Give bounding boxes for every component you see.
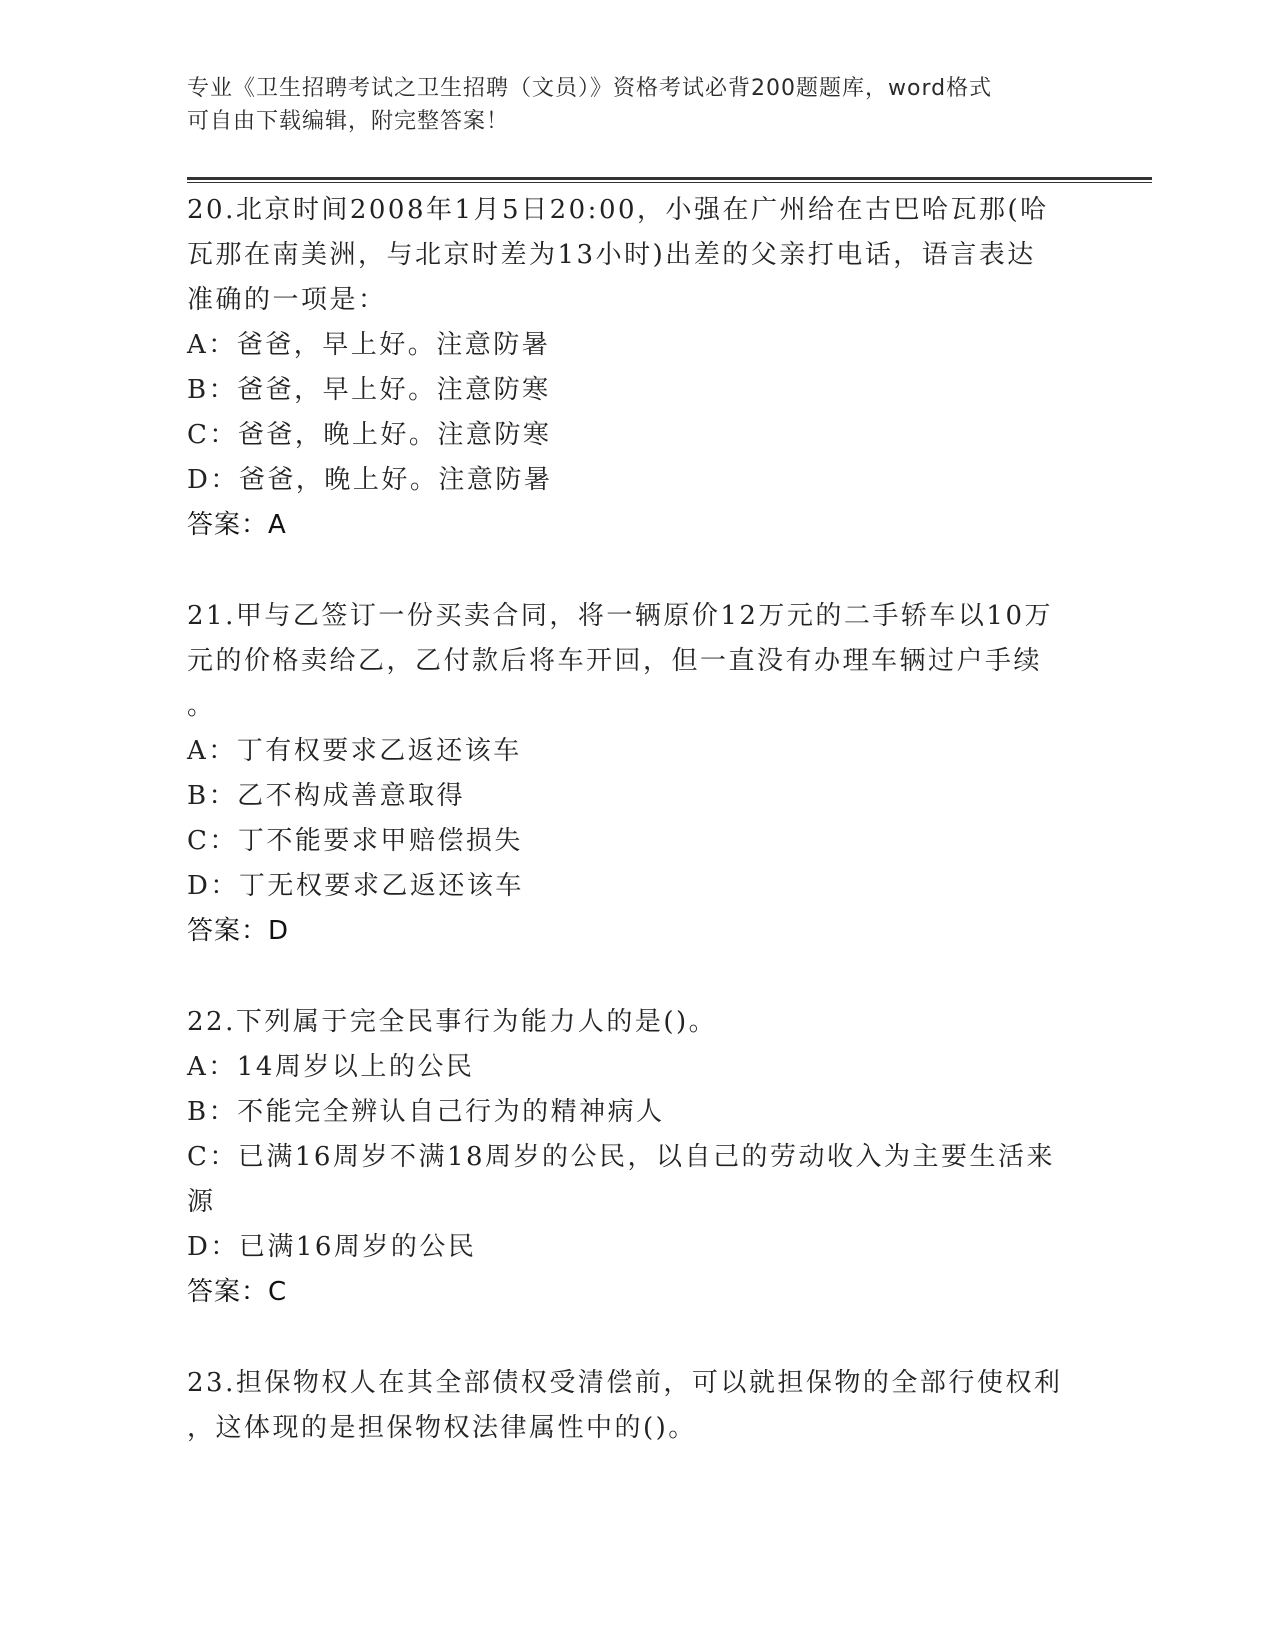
option-d: D：丁无权要求乙返还该车 xyxy=(187,871,524,901)
option-c-continued: 源 xyxy=(187,1187,216,1217)
question-text-line: 20.北京时间2008年1月5日20:00，小强在广州给在古巴哈瓦那(哈 xyxy=(187,195,1049,225)
question-22 xyxy=(187,1000,1087,1315)
question-21 xyxy=(187,594,1087,954)
header-line-1: 专业《卫生招聘考试之卫生招聘（文员）》资格考试必背200题题库，word格式 xyxy=(187,76,993,101)
question-20 xyxy=(187,188,1087,548)
question-text-line: 22.下列属于完全民事行为能力人的是()。 xyxy=(187,1007,718,1037)
question-text-line: 。 xyxy=(187,691,216,721)
option-a: A：14周岁以上的公民 xyxy=(187,1052,475,1082)
answer-line: 答案：D xyxy=(187,916,290,946)
option-c: C：丁不能要求甲赔偿损失 xyxy=(187,826,523,856)
option-b: B：乙不构成善意取得 xyxy=(187,781,466,811)
option-d: D：已满16周岁的公民 xyxy=(187,1232,477,1262)
question-23 xyxy=(187,1361,1087,1451)
question-list xyxy=(187,188,1087,1497)
answer-line: 答案：A xyxy=(187,510,287,540)
question-text-line: 元的价格卖给乙，乙付款后将车开回，但一直没有办理车辆过户手续 xyxy=(187,646,1043,676)
option-b: B：不能完全辨认自己行为的精神病人 xyxy=(187,1097,665,1127)
question-text-line: ，这体现的是担保物权法律属性中的()。 xyxy=(187,1413,697,1443)
header-line-2: 可自由下载编辑，附完整答案！ xyxy=(187,109,510,134)
question-text-line: 21.甲与乙签订一份买卖合同，将一辆原价12万元的二手轿车以10万 xyxy=(187,601,1054,631)
option-a: A：爸爸，早上好。注意防暑 xyxy=(187,330,551,360)
question-text-line: 准确的一项是： xyxy=(187,285,387,315)
header-divider-thick xyxy=(187,177,1152,180)
option-c: C：爸爸，晚上好。注意防寒 xyxy=(187,420,552,450)
option-c: C：已满16周岁不满18周岁的公民，以自己的劳动收入为主要生活来 xyxy=(187,1142,1056,1172)
question-text-line: 23.担保物权人在其全部债权受清偿前，可以就担保物的全部行使权利 xyxy=(187,1368,1063,1398)
header-divider-thin xyxy=(187,182,1152,183)
option-b: B：爸爸，早上好。注意防寒 xyxy=(187,375,551,405)
question-text-line: 瓦那在南美洲，与北京时差为13小时)出差的父亲打电话，语言表达 xyxy=(187,240,1036,270)
option-d: D：爸爸，晚上好。注意防暑 xyxy=(187,465,553,495)
answer-line: 答案：C xyxy=(187,1277,288,1307)
document-header xyxy=(187,72,1067,138)
option-a: A：丁有权要求乙返还该车 xyxy=(187,736,522,766)
